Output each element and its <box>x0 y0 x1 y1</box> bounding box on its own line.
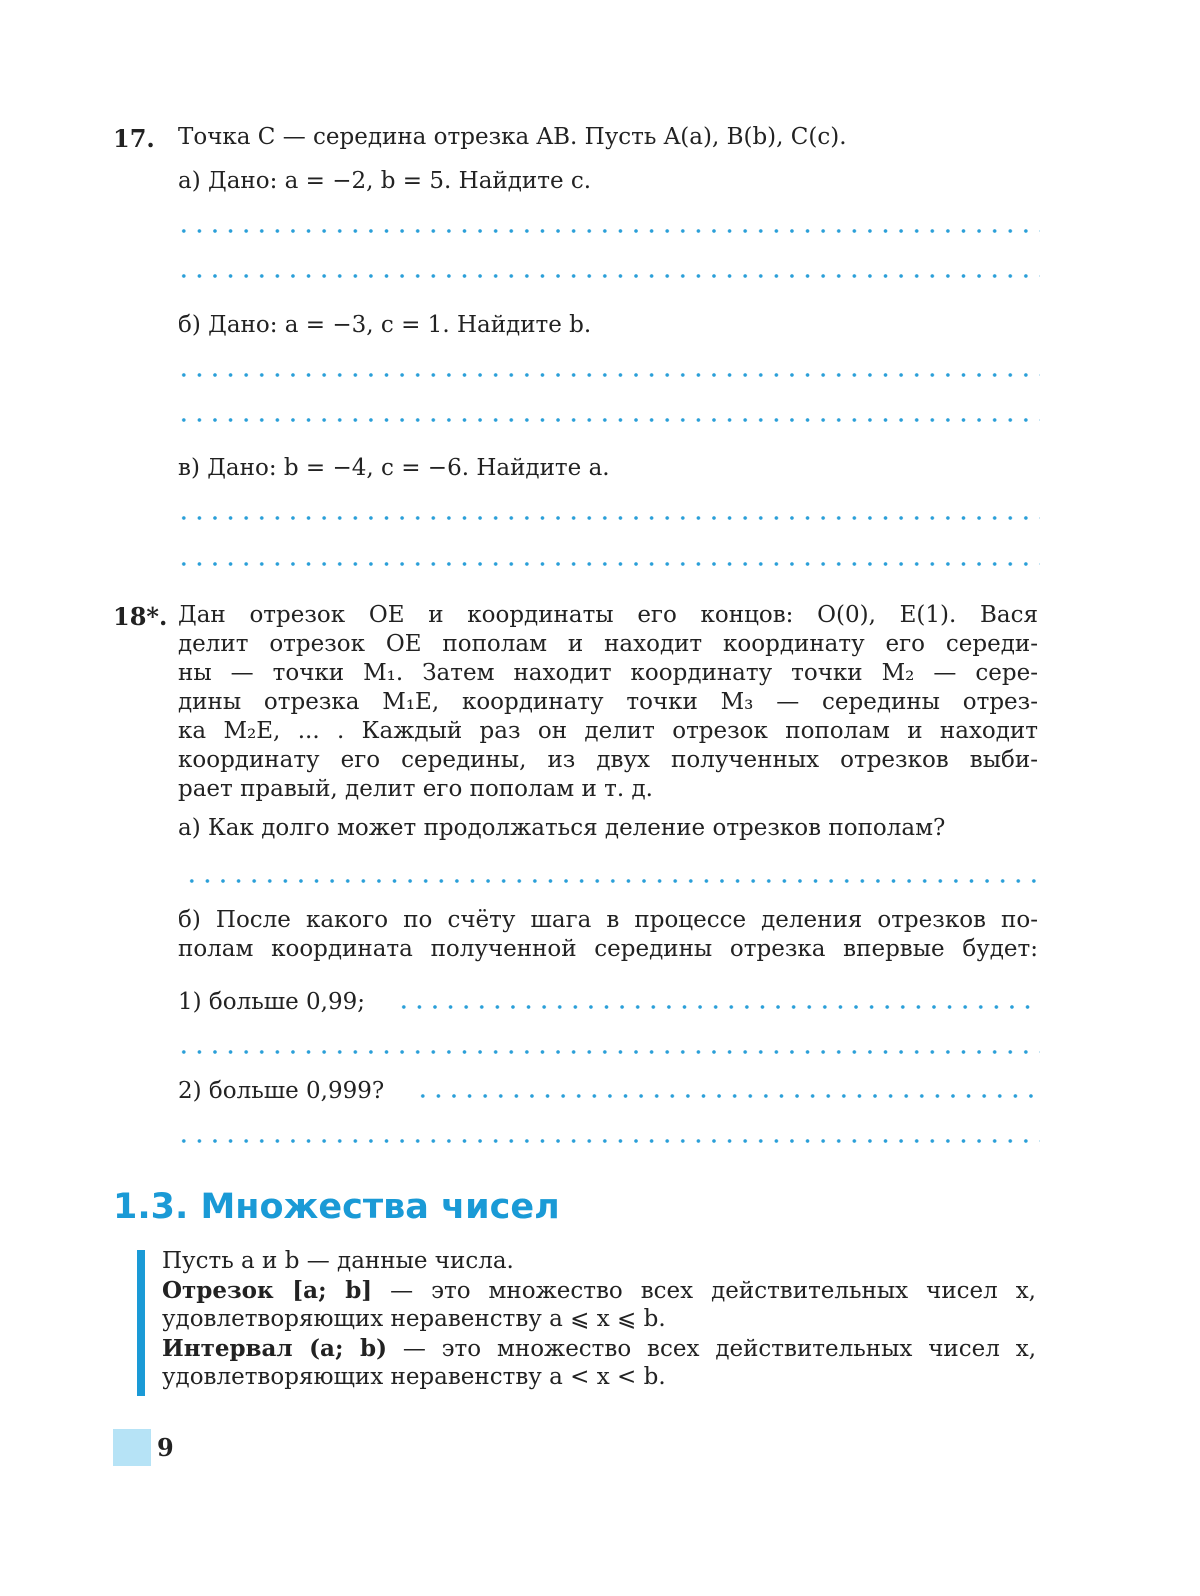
exercise-17a: а) Дано: a = −2, b = 5. Найдите c. <box>178 168 592 194</box>
answer-line[interactable] <box>184 879 1040 883</box>
answer-line[interactable] <box>176 562 1040 566</box>
stem-line: дины отрезка M₁E, координату точки M₃ — середины отрез- <box>178 689 1038 715</box>
page-number: 9 <box>157 1433 174 1462</box>
stem-line: рает правый, делит его пополам и т. д. <box>178 776 653 802</box>
segment-text: — это множество всех действительных чисел x, <box>372 1278 1036 1304</box>
stem-line: делит отрезок OE пополам и находит координату его середи- <box>178 631 1038 657</box>
segment-term: Отрезок [a; b] <box>162 1277 373 1304</box>
interval-condition: удовлетворяющих неравенству a < x < b. <box>162 1364 666 1390</box>
exercise-18-stem <box>178 602 1038 805</box>
exercise-18b-1: 1) больше 0,99; <box>178 989 366 1015</box>
stem-line: ка M₂E, ... . Каждый раз он делит отрезок пополам и находит <box>178 718 1038 744</box>
section-heading: 1.3. Множества чисел <box>113 1187 560 1227</box>
answer-line[interactable] <box>176 373 1040 377</box>
exercise-17-number: 17. <box>113 124 155 153</box>
exercise-17b: б) Дано: a = −3, c = 1. Найдите b. <box>178 312 592 338</box>
page-number-box <box>113 1429 151 1466</box>
definition-intro: Пусть a и b — данные числа. <box>162 1248 514 1274</box>
answer-line[interactable] <box>176 229 1040 233</box>
exercise-18-number: 18*. <box>113 602 168 631</box>
stem-line: Дан отрезок OE и координаты его концов: O(0), E(1). Вася <box>178 602 1038 628</box>
exercise-17-stem: Точка C — середина отрезка AB. Пусть A(a), B(b), C(c). <box>178 124 847 150</box>
exercise-18a: а) Как долго может продолжаться деление отрезков пополам? <box>178 815 946 841</box>
interval-term: Интервал (a; b) <box>162 1335 387 1362</box>
stem-line: координату его середины, из двух полученных отрезков выби- <box>178 747 1038 773</box>
answer-line[interactable] <box>415 1094 1040 1098</box>
exercise-18b <box>178 907 1038 965</box>
exercise-18b-2: 2) больше 0,999? <box>178 1078 385 1104</box>
exercise-17c: в) Дано: b = −4, c = −6. Найдите a. <box>178 455 610 481</box>
definition-box <box>162 1248 1036 1393</box>
interval-text: — это множество всех действительных чисел x, <box>386 1336 1036 1362</box>
answer-line[interactable] <box>176 1050 1040 1054</box>
question-line: полам координата полученной середины отрезка впервые будет: <box>178 936 1038 962</box>
question-line: б) После какого по счёту шага в процессе деления отрезков по- <box>178 907 1038 933</box>
answer-line[interactable] <box>176 418 1040 422</box>
answer-line[interactable] <box>176 516 1040 520</box>
answer-line[interactable] <box>176 274 1040 278</box>
stem-line: ны — точки M₁. Затем находит координату точки M₂ — сере- <box>178 660 1038 686</box>
answer-line[interactable] <box>396 1005 1040 1009</box>
definition-bar <box>137 1250 145 1396</box>
segment-definition <box>162 1277 1036 1306</box>
interval-definition <box>162 1335 1036 1364</box>
answer-line[interactable] <box>176 1139 1040 1143</box>
segment-condition: удовлетворяющих неравенству a ⩽ x ⩽ b. <box>162 1306 666 1332</box>
